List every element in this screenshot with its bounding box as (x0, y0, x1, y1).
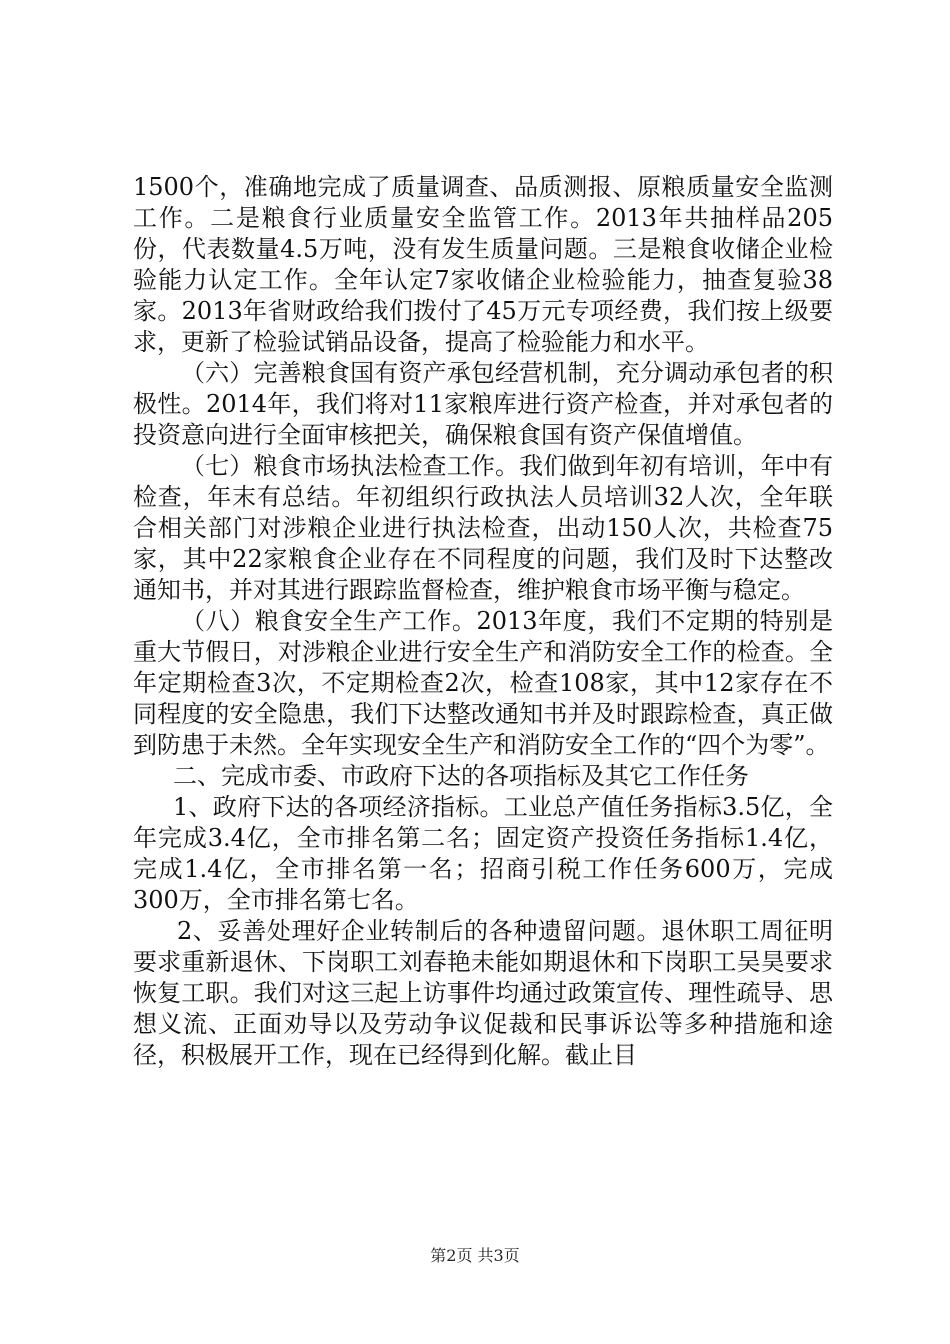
paragraph-market-enforcement: （七）粮食市场执法检查工作。我们做到年初有培训，年中有检查，年末有总结。年初组织行政执法人员培训32人次，全年联合相关部门对涉粮企业进行执法检查，出动150人次，共检查75家，其中22家粮食企业存在不同程度的问题，我们及时下达整改通知书，并对其进行跟踪监督检查，维护粮食市场平衡与稳定。 (133, 452, 833, 604)
paragraph-safety-production: （八）粮食安全生产工作。2013年度，我们不定期的特别是重大节假日，对涉粮企业进行安全生产和消防安全工作的检查。全年定期检查3次，不定期检查2次，检查108家，其中12家存在不同程度的安全隐患，我们下达整改通知书并及时跟踪检查，真正做到防患于未然。全年实现安全生产和消防安全工作的“四个为零”。 (133, 607, 833, 759)
paragraph-state-assets: （六）完善粮食国有资产承包经营机制，充分调动承包者的积极性。2014年，我们将对11家粮库进行资产检查，并对承包者的投资意向进行全面审核把关，确保粮食国有资产保值增值。 (133, 359, 833, 449)
paragraph-legacy-issues: 2、妥善处理好企业转制后的各种遗留问题。退休职工周征明要求重新退休、下岗职工刘春艳未能如期退休和下岗职工吴昊要求恢复工职。我们对这三起上访事件均通过政策宣传、理性疏导、思想义流、正面劝导以及劳动争议促裁和民事诉讼等多种措施和途径，积极展开工作，现在已经得到化解。截止目 (133, 917, 833, 1069)
paragraph-economic-indicators: 1、政府下达的各项经济指标。工业总产值任务指标3.5亿，全年完成3.4亿，全市排名第二名；固定资产投资任务指标1.4亿，完成1.4亿，全市排名第一名；招商引税工作任务600万，完成300万，全市排名第七名。 (133, 793, 833, 914)
paragraph-quality-monitoring: 1500个，准确地完成了质量调查、品质测报、原粮质量安全监测工作。二是粮食行业质量安全监管工作。2013年共抽样品205份，代表数量4.5万吨，没有发生质量问题。三是粮食收储企业检验能力认定工作。全年认定7家收储企业检验能力，抽查复验38家。2013年省财政给我们拨付了45万元专项经费，我们按上级要求，更新了检验试销品设备，提高了检验能力和水平。 (133, 173, 833, 356)
section-heading-targets: 二、完成市委、市政府下达的各项指标及其它工作任务 (173, 762, 749, 790)
page-footer: 第2页 共3页 (430, 1246, 520, 1265)
document-body (133, 172, 833, 1071)
